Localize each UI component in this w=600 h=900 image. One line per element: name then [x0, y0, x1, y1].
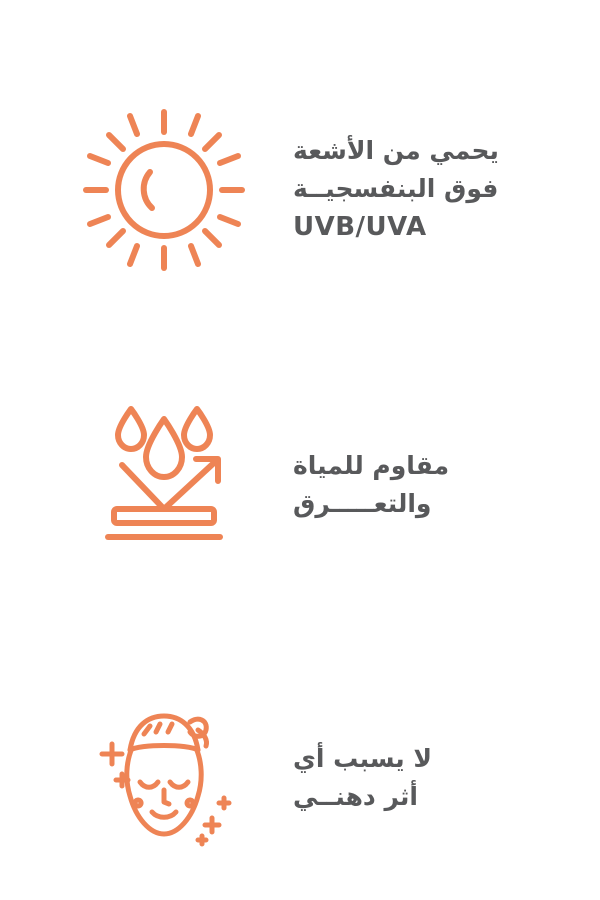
- feature-line: مقاوم للمياة: [293, 450, 450, 480]
- feature-line: يحمي من الأشعة: [293, 135, 499, 165]
- feature-item-uv-protection: [0, 68, 600, 311]
- feature-line: أثر دهنــي: [293, 782, 418, 812]
- water-sweat-resistant-icon: [59, 380, 269, 590]
- feature-line: لا يسبب أي: [293, 744, 433, 774]
- no-oily-residue-face-icon: [59, 673, 269, 883]
- feature-text-no-oily-residue: [281, 740, 541, 816]
- feature-item-no-oily-residue: [0, 657, 600, 900]
- feature-line: فوق البنفسجيــة: [293, 173, 499, 203]
- feature-text-uv-protection: [281, 132, 541, 248]
- feature-line-uvb-uva: UVB/UVA: [293, 211, 427, 242]
- feature-line: والتعـــــرق: [293, 488, 432, 518]
- feature-text-water-resistant: [281, 447, 541, 523]
- feature-item-water-resistant: [0, 363, 600, 606]
- sun-icon: [59, 85, 269, 295]
